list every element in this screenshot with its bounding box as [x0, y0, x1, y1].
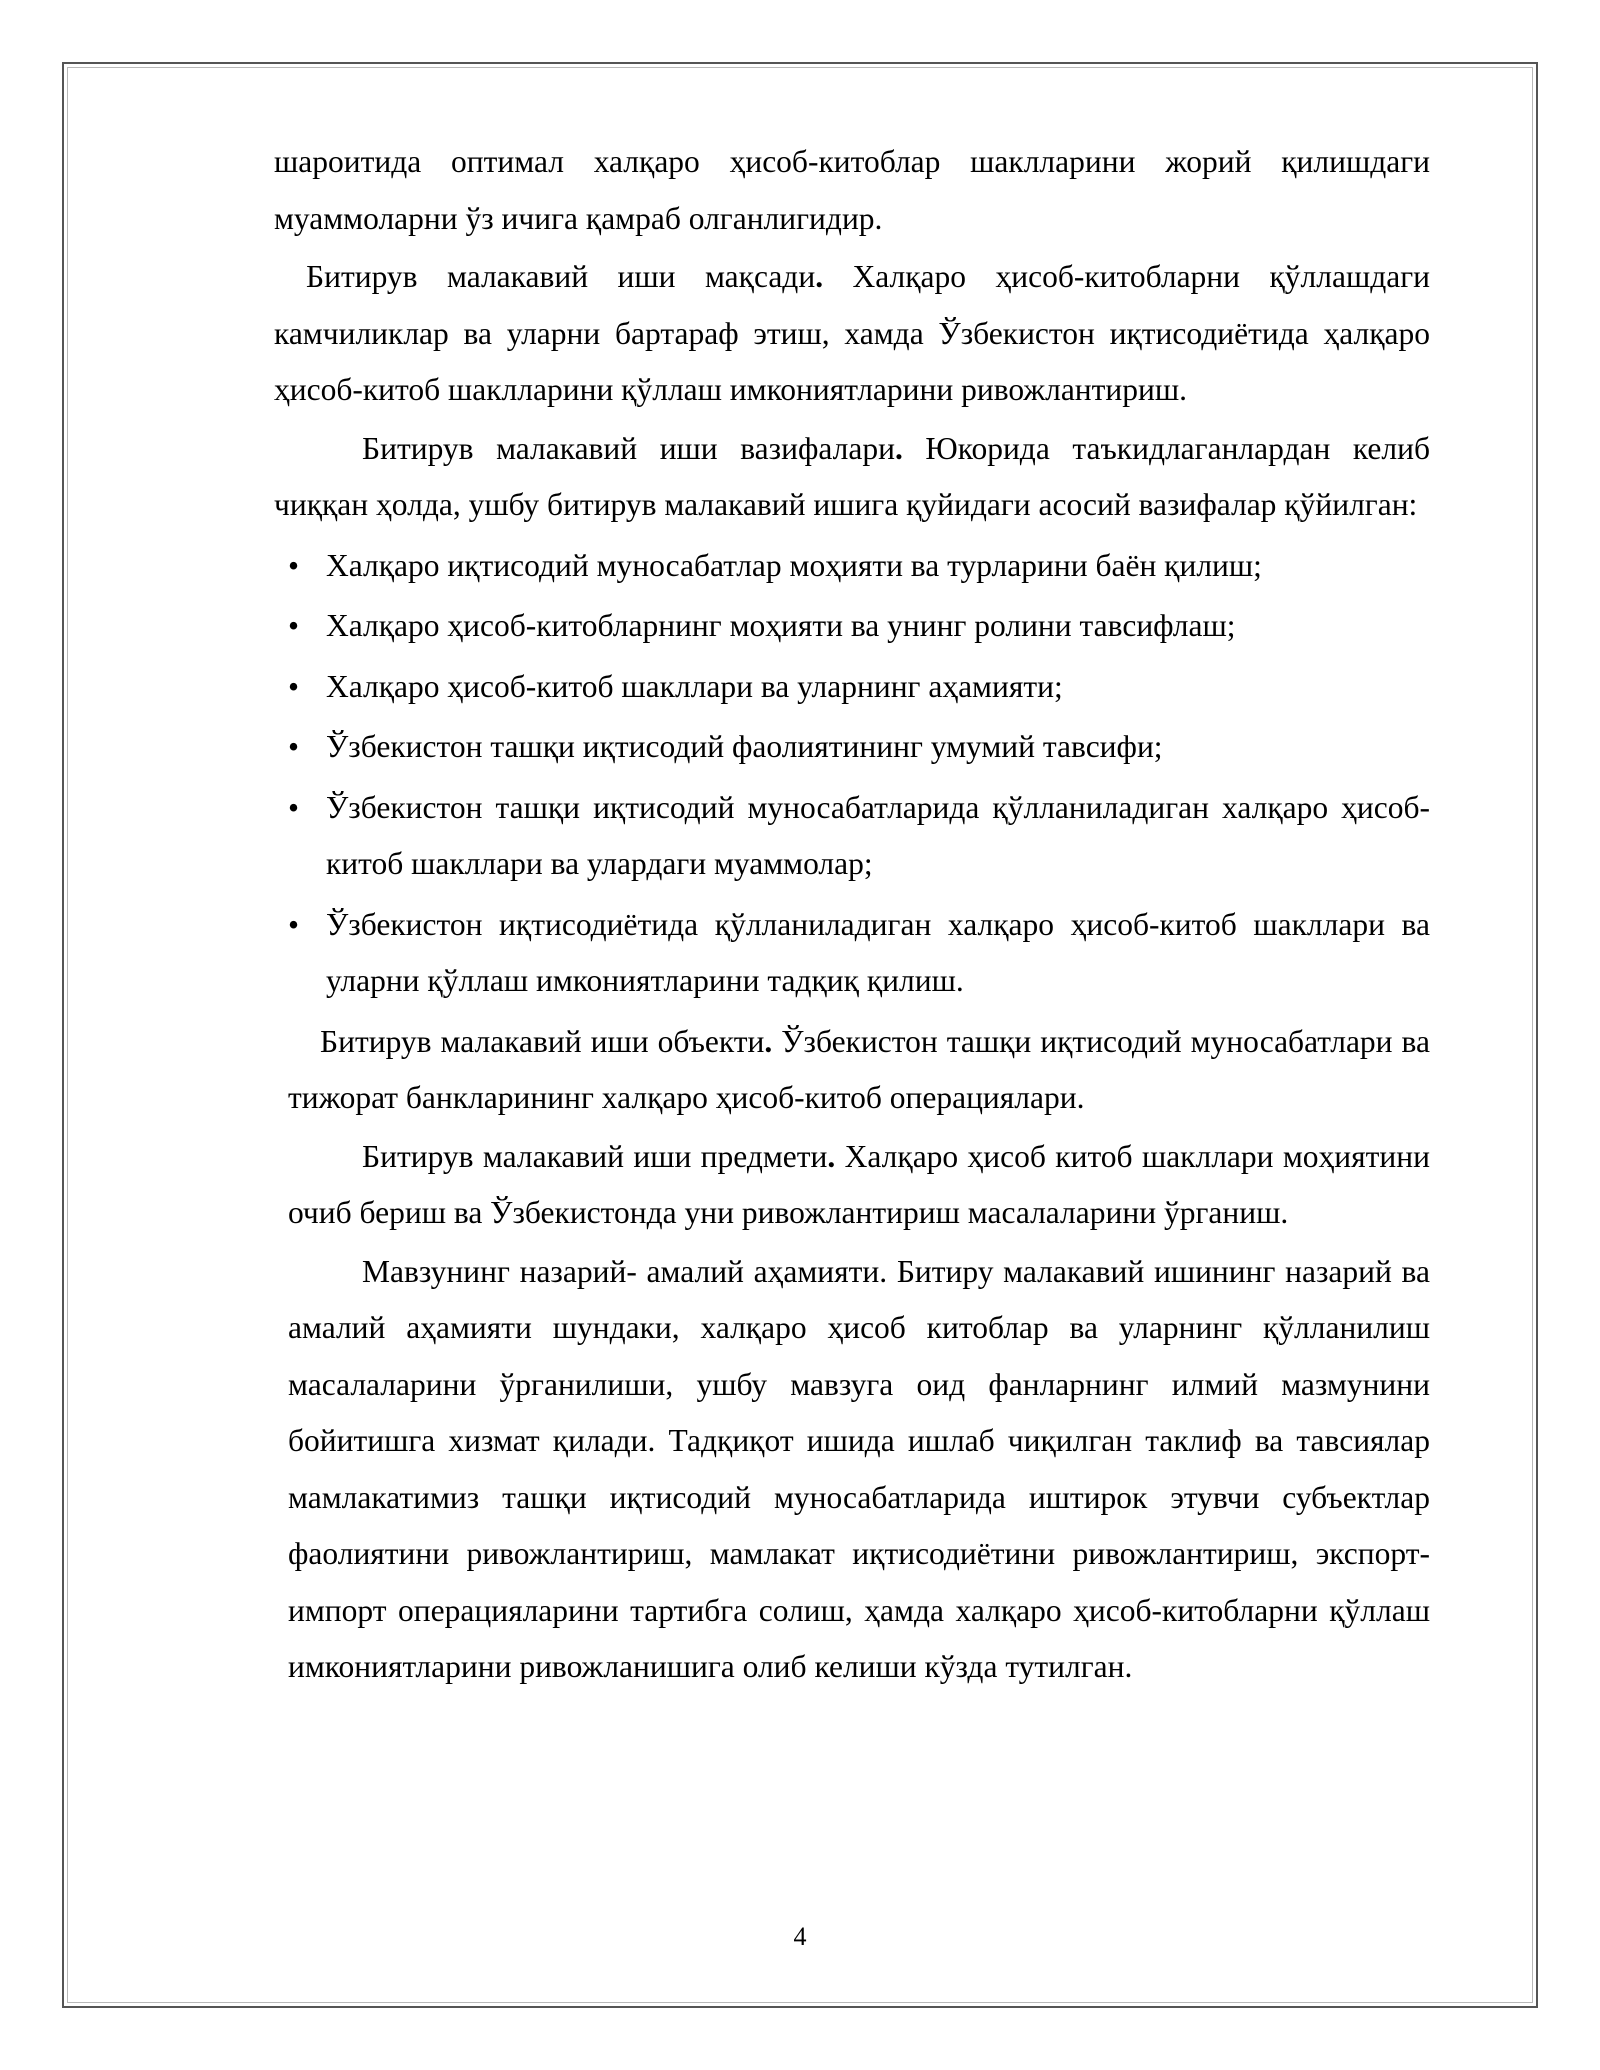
document-body — [274, 134, 1430, 1696]
bullet-icon: • — [288, 906, 300, 942]
object-text: Ўзбекистон ташқи иқтисодий муносабатлари ва тижорат банкларининг халқаро ҳисоб-китоб операциялари. — [288, 1023, 1430, 1115]
object-heading: Битирув малакавий иши объекти — [320, 1023, 765, 1059]
subject-heading-dot: . — [827, 1138, 836, 1174]
list-item — [274, 598, 1430, 655]
list-item-text: Ўзбекистон иқтисодиётида қўлланиладиган халқаро ҳисоб-китоб шакллари ва уларни қўллаш имкониятларини тадқиқ қилиш. — [326, 906, 1430, 998]
bullet-icon: • — [288, 608, 300, 643]
goal-heading: Битирув малакавий иши мақсади — [306, 259, 816, 294]
paragraph-goal — [274, 249, 1430, 419]
subject-heading: Битирув малакавий иши предмети — [362, 1138, 828, 1174]
list-item — [274, 538, 1430, 595]
object-heading-dot: . — [764, 1023, 773, 1059]
page-number: 4 — [793, 1922, 807, 1951]
list-item — [274, 659, 1430, 716]
paragraph-significance: Мавзунинг назарий- амалий аҳамияти. Битиру малакавий ишининг назарий ва амалий аҳамияти шундаки, халқаро ҳисоб китоблар ва уларнинг қўлланилиш масалаларини ўрганилиши, ушбу мавзуга оид фанларнинг илмий мазмунини бойитишга хизмат қилади. Тадқиқот ишида ишлаб чиқилган таклиф ва тавсиялар мамлакатимиз ташқи иқтисодий муносабатларида иштирок этувчи субъектлар фаолиятини ривожлантириш, мамлакат иқтисодиётини ривожлантириш, экспорт-импорт операцияларини тартибга солиш, ҳамда халқаро ҳисоб-китобларни қўллаш имкониятларини ривожланишига олиб келиши кўзда тутилган. — [288, 1253, 1430, 1684]
goal-text: Халқаро ҳисоб-китобларни қўллашдаги камчиликлар ва уларни бартараф этиш, хамда Ўзбекистон иқтисодиётида ҳалқаро ҳисоб-китоб шаклларини қўллаш имкониятларини ривожлантириш. — [274, 259, 1430, 407]
paragraph-subject — [274, 1129, 1430, 1242]
goal-heading-dot: . — [815, 259, 824, 294]
paragraph-intro: шароитида оптимал халқаро ҳисоб-китоблар шаклларини жорий қилишдаги муаммоларни ўз ичига қамраб олганлигидир. — [274, 144, 1430, 236]
bullet-icon: • — [288, 729, 300, 764]
tasks-heading: Битирув малакавий иши вазифалари — [362, 430, 895, 466]
tasks-text: Юкорида таъкидлаганлардан келиб чиққан ҳолда, ушбу битирув малакавий ишига қуйидаги асосий вазифалар қўйилган: — [274, 430, 1430, 522]
bullet-icon: • — [288, 668, 300, 704]
subject-text: Халқаро ҳисоб китоб шакллари моҳиятини очиб бериш ва Ўзбекистонда уни ривожлантириш масалаларини ўрганиш. — [288, 1138, 1430, 1230]
list-item — [274, 897, 1430, 1010]
list-item — [274, 719, 1430, 776]
list-item-text: Халқаро ҳисоб-китоб шакллари ва уларнинг аҳамияти; — [326, 668, 1063, 704]
bullet-icon: • — [288, 789, 300, 825]
paragraph-object — [274, 1014, 1430, 1127]
bullet-icon: • — [288, 547, 300, 583]
list-item-text: Халқаро ҳисоб-китобларнинг моҳияти ва унинг ролини тавсифлаш; — [326, 608, 1236, 643]
paragraph-tasks — [274, 421, 1430, 534]
list-item — [274, 780, 1430, 893]
list-item-text: Халқаро иқтисодий муносабатлар моҳияти ва турларини баён қилиш; — [326, 547, 1262, 583]
tasks-heading-dot: . — [894, 430, 903, 466]
tasks-list — [274, 538, 1430, 1010]
list-item-text: Ўзбекистон ташқи иқтисодий фаолиятининг умумий тавсифи; — [326, 729, 1163, 764]
list-item-text: Ўзбекистон ташқи иқтисодий муносабатларида қўлланиладиган халқаро ҳисоб-китоб шакллари ва улардаги муаммолар; — [326, 789, 1430, 881]
